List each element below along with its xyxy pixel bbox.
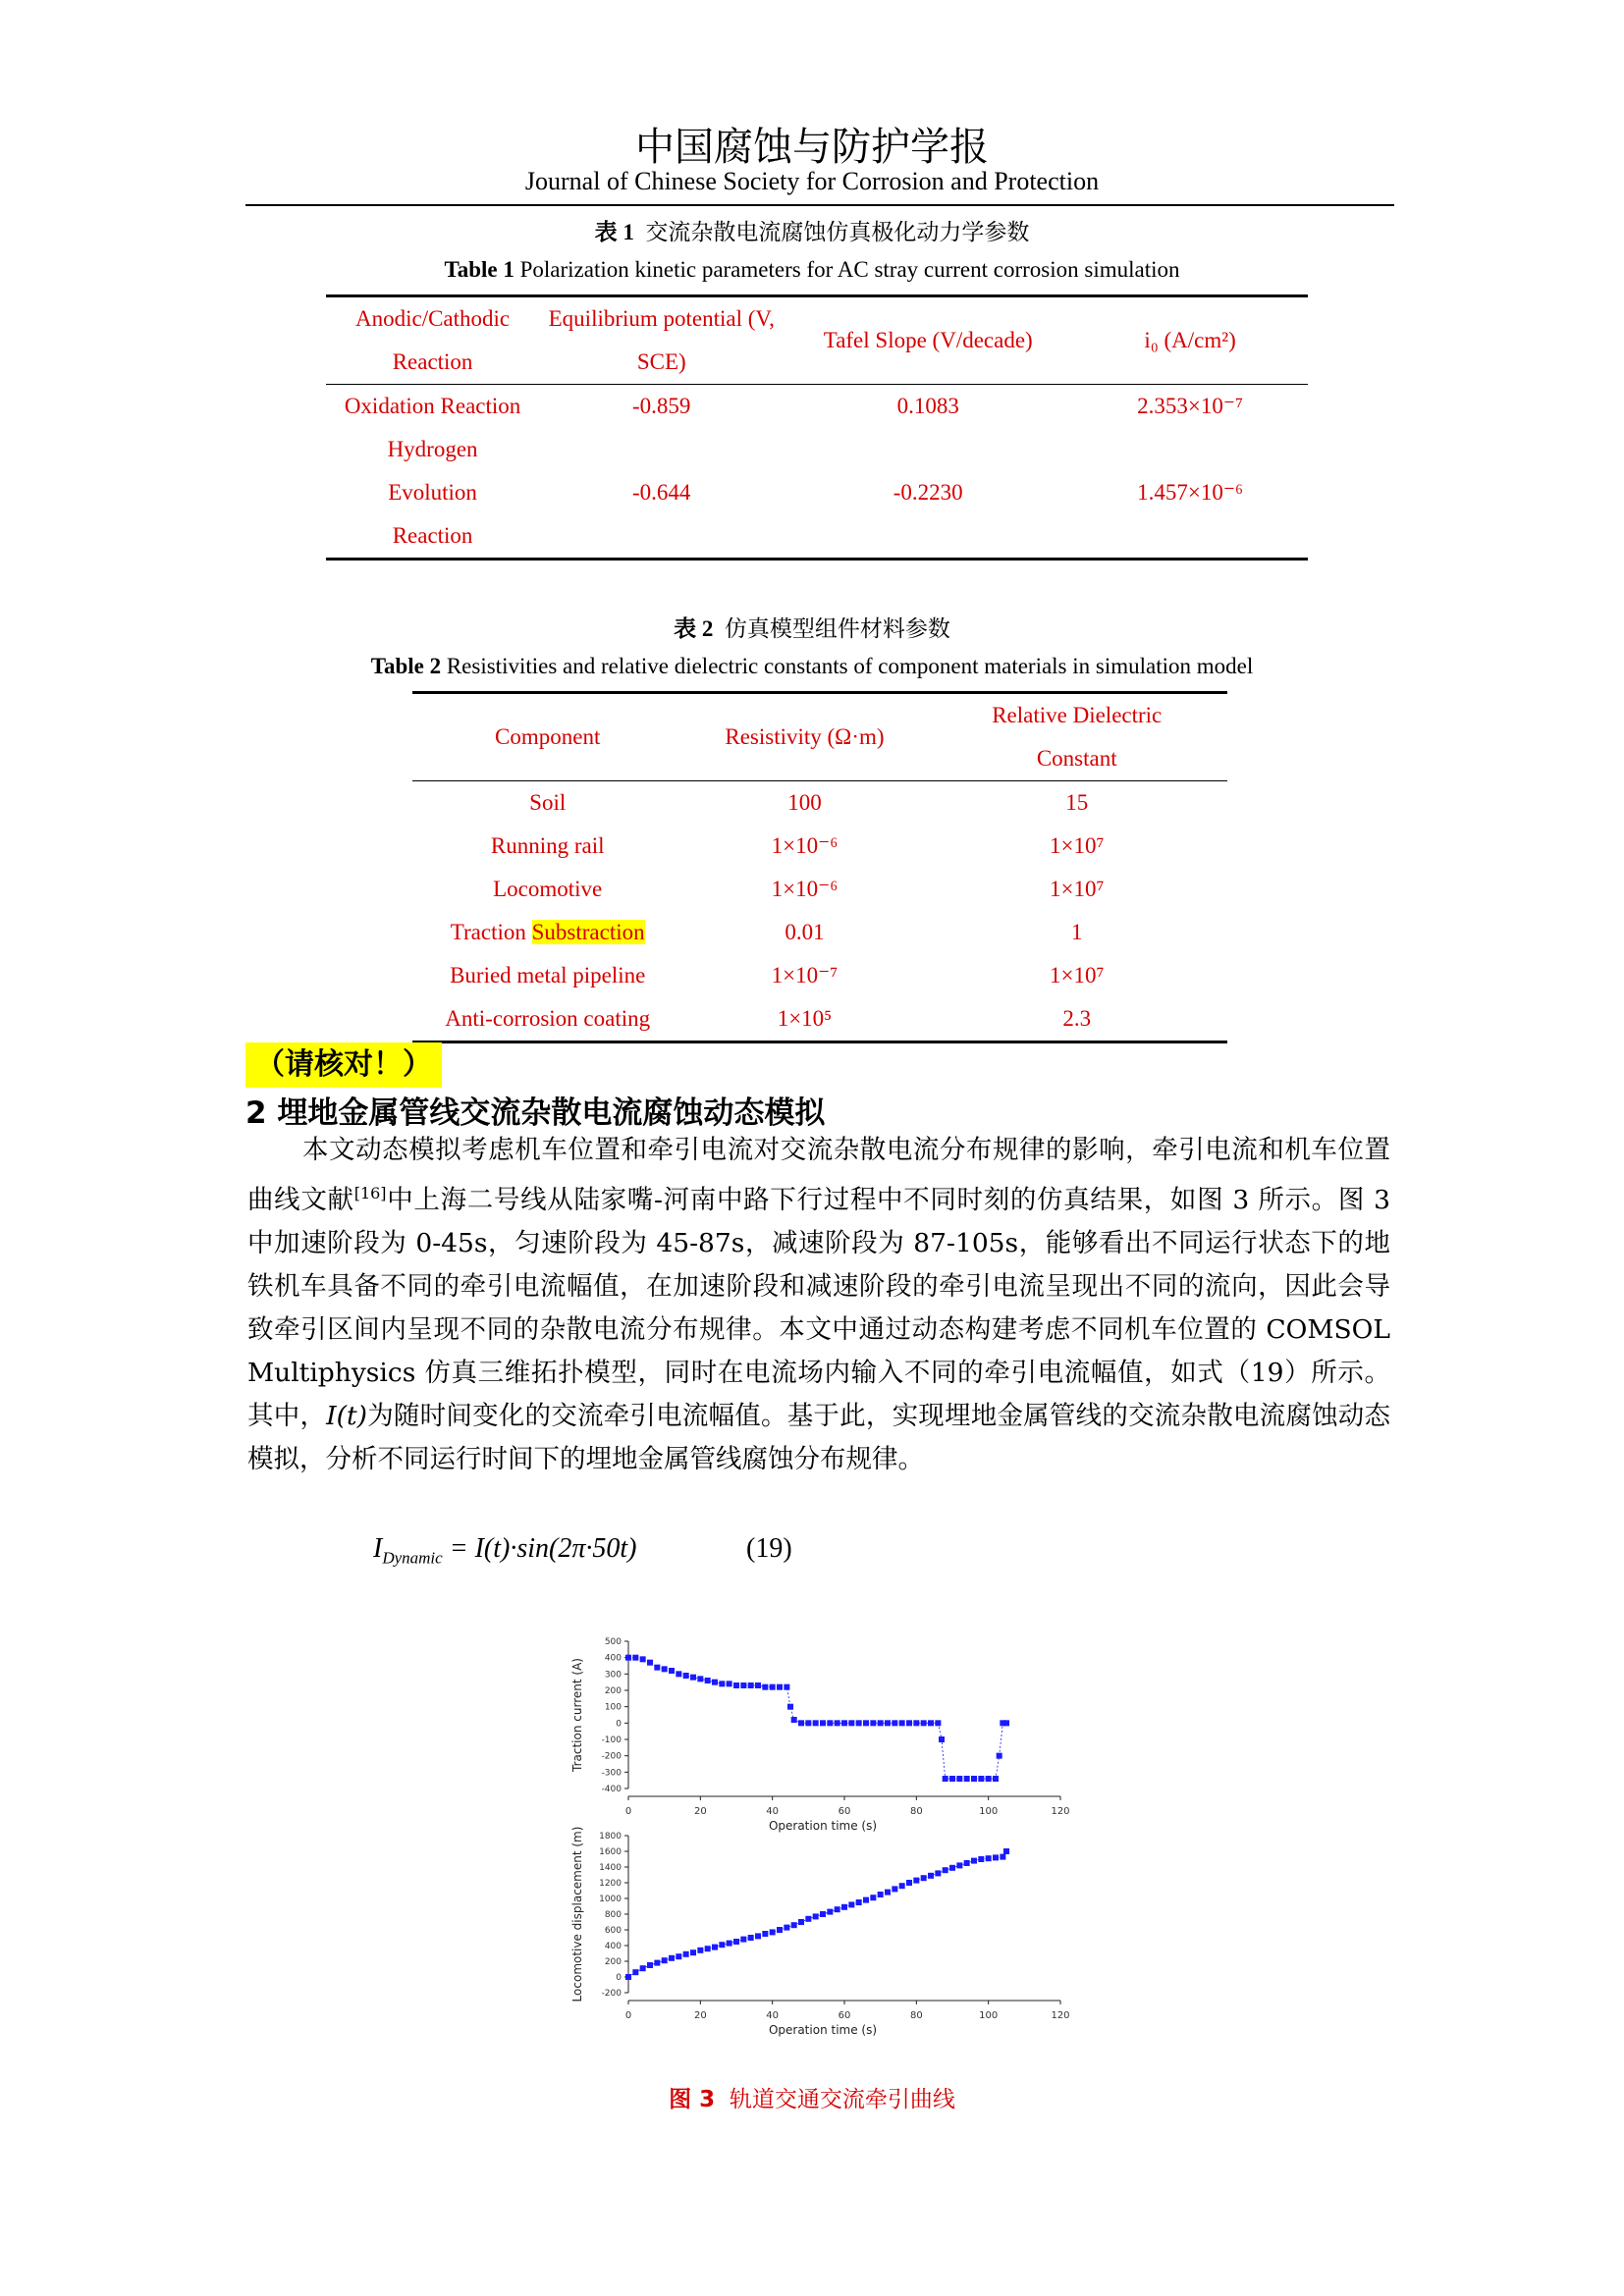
table-cell: 0.1083 <box>896 394 959 418</box>
data-point <box>683 1951 689 1957</box>
paragraph-text: 本文动态模拟考虑机车位置和牵引电流对交流杂散电流分布规律的影响，牵引电流和机车位置曲线文献 <box>247 1135 1390 1215</box>
table-row <box>412 781 1227 826</box>
review-note-highlight: （请核对！） <box>245 1042 442 1088</box>
data-point <box>964 1776 970 1782</box>
table2 <box>412 691 1227 1043</box>
data-point <box>892 1720 897 1726</box>
data-point <box>719 1681 725 1686</box>
y-tick-label: -200 <box>601 1989 622 1999</box>
data-point <box>632 1655 638 1661</box>
table2-label-cn: 表 2 <box>674 616 714 641</box>
data-point <box>827 1720 833 1726</box>
data-point <box>885 1720 891 1726</box>
data-point <box>640 1965 646 1971</box>
data-point <box>848 1901 854 1907</box>
table1 <box>326 294 1308 561</box>
data-point <box>784 1925 789 1931</box>
data-point <box>878 1892 884 1897</box>
table2-label-en: Table 2 <box>370 654 442 678</box>
table-cell: Anti-corrosion coating <box>445 1006 651 1031</box>
data-point <box>978 1856 984 1862</box>
data-point <box>820 1911 826 1917</box>
data-point <box>784 1684 789 1690</box>
y-tick-label: -400 <box>601 1785 622 1794</box>
data-point <box>770 1684 776 1690</box>
figure-label: 图 3 <box>669 2087 716 2112</box>
data-point <box>813 1913 819 1919</box>
table1-header: Equilibrium potential (V, SCE) <box>548 306 775 374</box>
data-point <box>870 1720 876 1726</box>
table1-label-en: Table 1 <box>444 257 514 282</box>
data-point <box>705 1946 711 1951</box>
x-tick-label: 60 <box>838 1806 851 1817</box>
table-cell: 1×10⁻⁶ <box>771 877 839 901</box>
equation-19 <box>373 1533 792 1569</box>
cell-text: Traction <box>450 920 532 944</box>
x-tick-label: 120 <box>1051 2010 1070 2021</box>
data-point <box>943 1776 948 1782</box>
x-tick-label: 60 <box>838 2010 851 2021</box>
y-tick-label: 0 <box>616 1719 622 1730</box>
data-point <box>676 1671 681 1677</box>
table1-header: Tafel Slope (V/decade) <box>823 328 1033 352</box>
y-tick-label: 1400 <box>599 1863 622 1873</box>
table-cell: Hydrogen Evolution Reaction <box>387 437 478 548</box>
data-point <box>820 1720 826 1726</box>
table-row <box>412 868 1227 911</box>
data-point <box>625 1974 631 1980</box>
x-tick-label: 80 <box>909 1806 923 1817</box>
y-tick-label: 0 <box>616 1973 622 1983</box>
data-point <box>841 1720 847 1726</box>
y-tick-label: 1600 <box>599 1847 622 1857</box>
x-axis-label: Operation time (s) <box>768 1819 878 1833</box>
figure-title: 轨道交通交流牵引曲线 <box>729 2087 955 2112</box>
data-point <box>978 1776 984 1782</box>
table-cell: 1×10⁷ <box>1049 877 1105 901</box>
table-cell: 1×10⁷ <box>1049 833 1105 858</box>
figure-3 <box>530 1629 1129 2061</box>
table1-caption-cn <box>0 214 1624 246</box>
table-cell: -0.859 <box>632 394 691 418</box>
data-point <box>971 1776 977 1782</box>
table-cell: -0.2230 <box>893 480 963 505</box>
x-tick-label: 80 <box>909 2010 923 2021</box>
y-tick-label: 300 <box>604 1670 622 1681</box>
data-point <box>913 1878 919 1884</box>
data-point <box>899 1883 905 1889</box>
data-point <box>835 1906 840 1912</box>
data-point <box>827 1909 833 1915</box>
data-point <box>863 1720 869 1726</box>
x-tick-label: 120 <box>1051 1806 1070 1817</box>
x-axis-label: Operation time (s) <box>768 2023 878 2037</box>
y-tick-label: 500 <box>604 1637 622 1647</box>
equation-rhs: = I(t)·sin(2π·50t) <box>442 1533 637 1564</box>
table2-title-cn: 仿真模型组件材料参数 <box>724 616 950 641</box>
data-point <box>791 1922 797 1928</box>
y-tick-label: 100 <box>604 1702 622 1713</box>
data-point <box>748 1935 754 1941</box>
data-point <box>662 1957 668 1963</box>
data-point <box>986 1776 992 1782</box>
data-point <box>956 1862 962 1868</box>
data-point <box>1000 1854 1005 1860</box>
data-point <box>719 1942 725 1948</box>
data-point <box>935 1870 941 1876</box>
y-axis-label: Traction current (A) <box>570 1658 584 1772</box>
data-point <box>654 1665 660 1671</box>
data-point <box>956 1776 962 1782</box>
data-point <box>712 1945 718 1950</box>
table-cell: 1×10⁻⁷ <box>771 963 839 988</box>
equation-subscript: Dynamic <box>382 1548 443 1568</box>
table1-header: i₀ (A/cm²) <box>1144 328 1236 352</box>
body-paragraph <box>247 1129 1390 1481</box>
y-tick-label: -100 <box>601 1735 622 1745</box>
data-point <box>748 1682 754 1688</box>
data-point <box>885 1890 891 1896</box>
journal-title-cn: 中国腐蚀与防护学报 <box>635 125 989 170</box>
x-tick-label: 100 <box>979 1806 999 1817</box>
y-tick-label: -200 <box>601 1751 622 1762</box>
y-tick-label: 1200 <box>599 1879 622 1889</box>
data-point <box>949 1865 955 1871</box>
y-tick-label: 1000 <box>599 1895 622 1904</box>
citation-ref: [16] <box>353 1184 387 1202</box>
table-row <box>412 825 1227 868</box>
paragraph-text: 为随时间变化的交流牵引电流幅值。基于此，实现埋地金属管线的交流杂散电流腐蚀动态模拟，分析不同运行时间下的埋地金属管线腐蚀分布规律。 <box>247 1400 1391 1474</box>
table-cell: Buried metal pipeline <box>450 963 646 988</box>
data-point <box>805 1720 811 1726</box>
x-tick-label: 40 <box>766 1806 780 1817</box>
table2-title-en: Resistivities and relative dielectric constants of component materials in simulation model <box>446 654 1254 678</box>
y-tick-label: 600 <box>604 1926 622 1936</box>
data-point <box>964 1860 970 1866</box>
data-point <box>928 1720 934 1726</box>
data-point <box>863 1897 869 1903</box>
data-point <box>777 1684 783 1690</box>
data-point <box>727 1681 732 1686</box>
data-point <box>647 1660 653 1666</box>
data-point <box>777 1927 783 1933</box>
x-tick-label: 20 <box>693 1806 707 1817</box>
x-tick-label: 100 <box>979 2010 999 2021</box>
table-cell: 15 <box>1065 790 1089 815</box>
data-point <box>921 1875 927 1881</box>
table-cell: 1.457×10⁻⁶ <box>1137 480 1243 505</box>
table-cell: 2.353×10⁻⁷ <box>1137 394 1243 418</box>
paragraph-text: 中上海二号线从陆家嘴-河南中路下行过程中不同时刻的仿真结果，如图 3 所示。图 3 中加速阶段为 0-45s，匀速阶段为 45-87s，减速阶段为 87-105s，能够看出不同运行状态下的地铁机车具备不同的牵引电流幅值，在加速阶段和减速阶段的牵引电流呈现出不同的流向，因此会导致牵引区间内呈现不同的杂散电流分布规律。本文中通过动态构建考虑不同机车位置的 COMSOL Multiphysics 仿真三维拓扑模型，同时在电流场内输入不同的牵引电流幅值，如式（19）所示。其中， <box>247 1184 1390 1431</box>
y-tick-label: 200 <box>604 1686 622 1696</box>
y-tick-label: 400 <box>604 1653 622 1664</box>
data-point <box>755 1933 761 1939</box>
table-cell: 2.3 <box>1062 1006 1092 1031</box>
data-point <box>676 1953 681 1959</box>
data-point <box>791 1717 797 1723</box>
data-point <box>705 1678 711 1683</box>
y-tick-label: 400 <box>604 1942 622 1951</box>
header-rule <box>245 204 1394 206</box>
table-row <box>326 428 1308 560</box>
data-point <box>848 1720 854 1726</box>
data-point <box>690 1675 696 1681</box>
table2-header: Relative Dielectric Constant <box>992 703 1163 771</box>
data-point <box>935 1720 941 1726</box>
data-point <box>892 1886 897 1892</box>
x-tick-label: 20 <box>693 2010 707 2021</box>
data-point <box>654 1960 660 1966</box>
data-point <box>856 1899 862 1905</box>
table-cell: 1 <box>1070 920 1083 944</box>
table1-label-cn: 表 1 <box>594 220 634 244</box>
data-point <box>993 1854 999 1860</box>
table-cell: Locomotive <box>493 877 603 901</box>
data-point <box>770 1929 776 1935</box>
data-point <box>928 1873 934 1879</box>
data-point <box>697 1948 703 1953</box>
data-point <box>669 1668 675 1674</box>
data-point <box>913 1720 919 1726</box>
table1-title-cn: 交流杂散电流腐蚀仿真极化动力学参数 <box>645 220 1030 244</box>
data-point <box>787 1704 793 1710</box>
table2-header: Component <box>495 724 601 749</box>
data-point <box>733 1682 739 1688</box>
table1-header: Anodic/Cathodic Reaction <box>354 306 511 374</box>
data-point <box>856 1720 862 1726</box>
data-point <box>632 1969 638 1975</box>
data-point <box>939 1736 945 1742</box>
data-point <box>669 1955 675 1961</box>
equation-lhs: I <box>373 1533 383 1564</box>
table-cell: 1×10⁻⁶ <box>771 833 839 858</box>
table-row <box>412 954 1227 997</box>
data-point <box>740 1682 746 1688</box>
y-tick-label: 200 <box>604 1957 622 1967</box>
equation-number: (19) <box>746 1533 792 1564</box>
data-point <box>993 1776 999 1782</box>
x-tick-label: 40 <box>766 2010 780 2021</box>
table-cell: Soil <box>529 790 567 815</box>
table-cell: 1×10⁷ <box>1049 963 1105 988</box>
data-point <box>906 1720 912 1726</box>
journal-title-en: Journal of Chinese Society for Corrosion and Protection <box>524 167 1100 195</box>
table-cell: Oxidation Reaction <box>344 394 521 418</box>
data-point <box>1003 1720 1009 1726</box>
data-point <box>949 1776 955 1782</box>
data-point <box>712 1680 718 1685</box>
table2-caption-cn <box>0 611 1624 643</box>
y-tick-label: 800 <box>604 1910 622 1920</box>
data-point <box>762 1684 768 1690</box>
traction-chart <box>530 1629 1129 2061</box>
table-cell <box>412 911 682 954</box>
data-point <box>997 1753 1002 1759</box>
x-tick-label: 0 <box>624 2010 632 2021</box>
data-point <box>798 1919 804 1925</box>
data-point <box>762 1931 768 1937</box>
highlighted-word: Substraction <box>531 920 645 944</box>
data-point <box>1003 1848 1009 1854</box>
data-point <box>683 1673 689 1679</box>
table1-title-en: Polarization kinetic parameters for AC stray current corrosion simulation <box>519 257 1180 282</box>
table2-header: Resistivity (Ω·m) <box>725 724 885 749</box>
data-point <box>740 1937 746 1943</box>
data-point <box>727 1941 732 1947</box>
data-point <box>733 1939 739 1945</box>
data-point <box>943 1867 948 1873</box>
data-point <box>640 1656 646 1662</box>
data-point <box>841 1904 847 1910</box>
table1-caption-en <box>0 257 1624 283</box>
table-cell: Running rail <box>490 833 605 858</box>
data-point <box>986 1855 992 1861</box>
data-point <box>647 1962 653 1968</box>
table-row <box>412 911 1227 954</box>
table2-caption-en <box>0 654 1624 679</box>
data-point <box>899 1720 905 1726</box>
data-point <box>835 1720 840 1726</box>
data-point <box>906 1880 912 1886</box>
data-point <box>813 1720 819 1726</box>
table-cell: 1×10⁵ <box>777 1006 833 1031</box>
data-point <box>662 1666 668 1672</box>
data-point <box>878 1720 884 1726</box>
data-point <box>805 1916 811 1922</box>
data-point <box>921 1720 927 1726</box>
data-point <box>625 1655 631 1661</box>
data-point <box>755 1682 761 1688</box>
inline-math: I(t) <box>326 1400 367 1431</box>
table-row <box>326 385 1308 429</box>
data-point <box>870 1895 876 1900</box>
y-axis-label: Locomotive displacement (m) <box>570 1826 584 2002</box>
x-tick-label: 0 <box>624 1806 632 1817</box>
section-heading: 2 埋地金属管线交流杂散电流腐蚀动态模拟 <box>245 1095 826 1131</box>
y-tick-label: 1800 <box>599 1832 622 1842</box>
table-row <box>412 997 1227 1042</box>
data-point <box>697 1676 703 1682</box>
figure-caption <box>0 2081 1624 2113</box>
y-tick-label: -300 <box>601 1768 622 1779</box>
data-point <box>798 1720 804 1726</box>
table-cell: 0.01 <box>785 920 825 944</box>
table-cell: -0.644 <box>632 480 691 505</box>
data-point <box>971 1858 977 1864</box>
data-point <box>690 1949 696 1955</box>
table-cell: 100 <box>787 790 822 815</box>
